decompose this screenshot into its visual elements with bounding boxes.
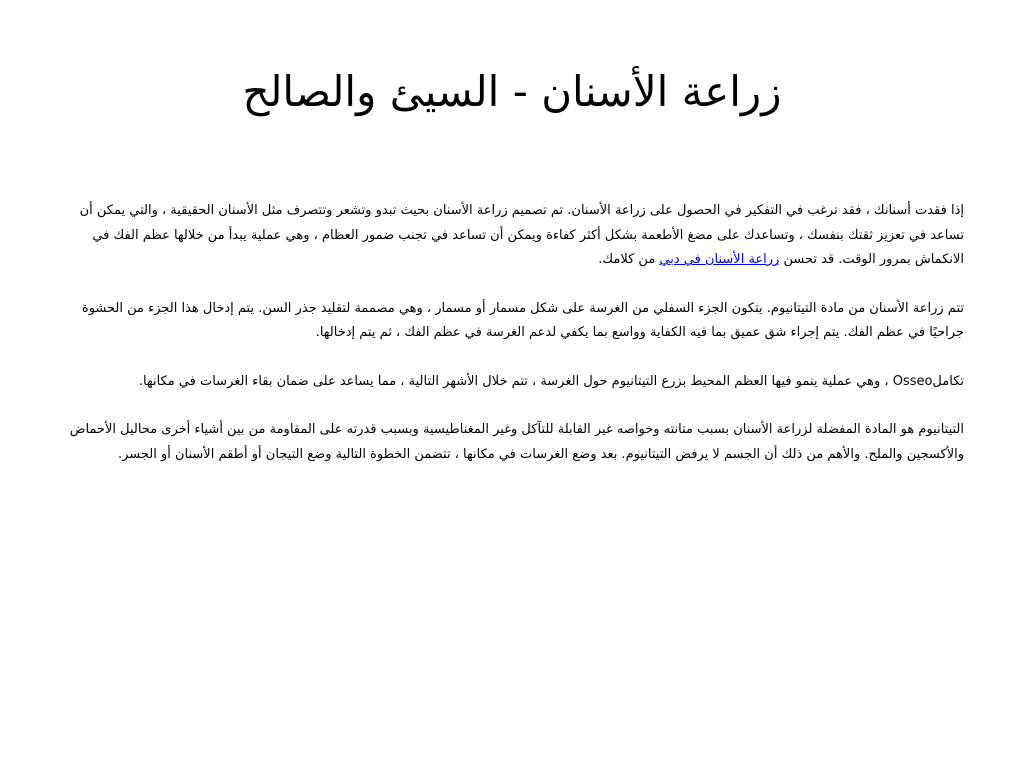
paragraph-osseointegration — [58, 370, 964, 395]
paragraph-titanium-benefits: التيتانيوم هو المادة المفضلة لزراعة الأسنان بسبب متانته وخواصه غير القابلة للتآكل وغير المغناطيسية وبسبب قدرته على المقاومة من بين أشياء أخرى محاليل الأحماض والأكسجين والملح. والأهم من ذلك أن الجسم لا يرفض التيتانيوم. بعد وضع الغرسات في مكانها ، تتضمن الخطوة التالية وضع التيجان أو أطقم الأسنان أو الجسر. — [69, 422, 964, 462]
osseointegration-term: تكامل — [932, 373, 964, 389]
osseointegration-text: ، وهي عملية ينمو فيها العظم المحيط بزرع التيتانيوم حول الغرسة ، تتم خلال الأشهر التالية ، مما يساعد على ضمان بقاء الغرسات في مكانها. — [138, 373, 893, 389]
paragraph-intro — [58, 199, 964, 273]
paragraph-intro-text: إذا فقدت أسنانك ، فقد ترغب في التفكير في الحصول على زراعة الأسنان. تم تصميم زراعة الأسنان بحيث تبدو وتشعر وتتصرف مثل الأسنان الحقيقية ، والتي يمكن أن تساعد في تعزيز ثقتك بنفسك ، وتساعدك على مضغ الأطعمة بشكل أكثر كفاءة ويمكن أن تساعد في تجنب ضمور العظام ، وهي عملية يبدأ من خلالها عظم الفك في الانكماش بمرور الوقت. قد تحسن — [79, 203, 964, 267]
osseo-term: Osseo — [892, 373, 933, 389]
paragraph-titanium-implant: تتم زراعة الأسنان من مادة التيتانيوم. يتكون الجزء السفلي من الغرسة على شكل مسمار أو مسمار ، وهي مصممة لتقليد جذر السن. يتم إدخال هذا الجزء من الحشوة جراحيًا في عظم الفك. يتم إجراء شق عميق بما فيه الكفاية وواسع بما يكفي لدعم الغرسة في عظم الفك ، ثم يتم إدخالها. — [81, 300, 964, 340]
slide-title: زراعة الأسنان - السيئ والصالح — [242, 67, 782, 116]
slide-body — [58, 199, 964, 491]
dubai-dental-implants-link[interactable]: زراعة الأسنان في دبي — [659, 252, 780, 267]
paragraph-intro-ending: من كلامك. — [598, 252, 660, 267]
